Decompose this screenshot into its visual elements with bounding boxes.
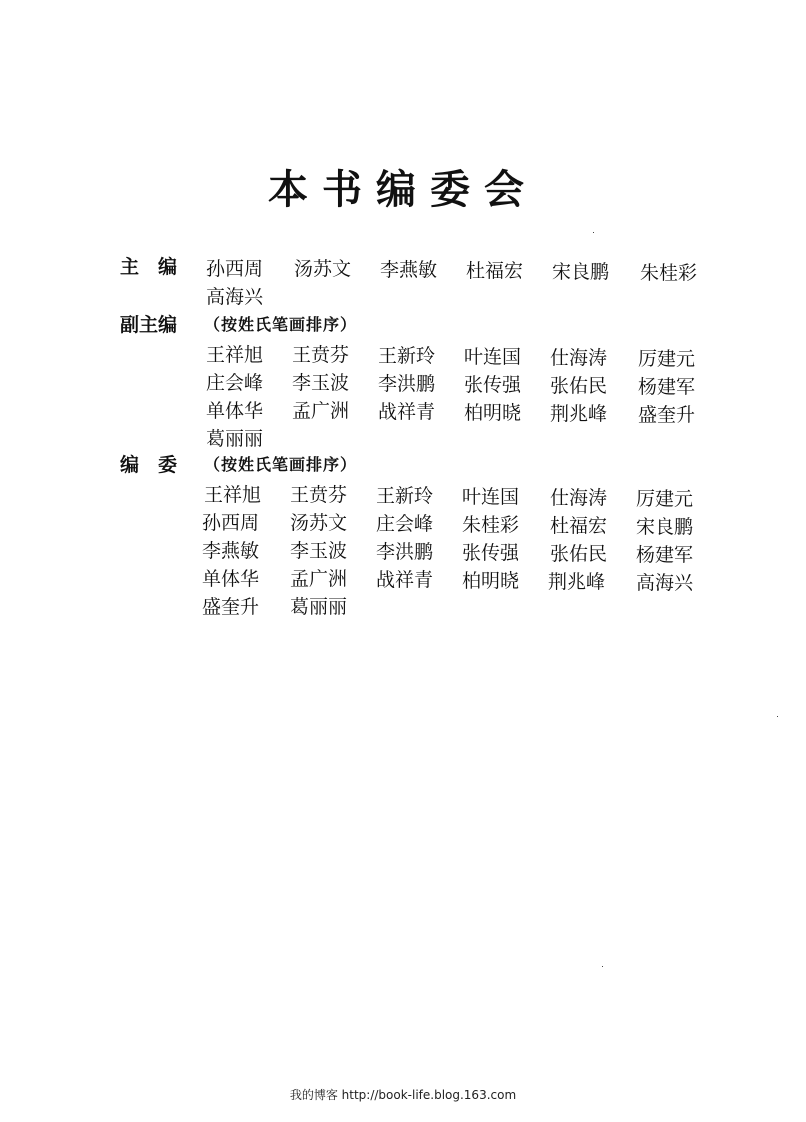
sort-note: （按姓氏笔画排序） <box>204 315 358 334</box>
name: 王新玲 <box>376 485 434 507</box>
name: 孟广洲 <box>290 568 348 590</box>
name: 庄会峰 <box>206 372 264 394</box>
name: 朱桂彩 <box>640 262 698 284</box>
blog-footer: 我的博客 http://book-life.blog.163.com <box>289 1088 517 1102</box>
page-title: 本书编委会 <box>268 166 538 213</box>
name: 杜福宏 <box>550 515 608 537</box>
name: 杨建军 <box>636 544 694 566</box>
scan-speck <box>777 716 778 717</box>
name: 孙西周 <box>202 512 260 534</box>
name: 宋良鹏 <box>552 261 610 283</box>
name: 王新玲 <box>378 345 436 367</box>
name: 李洪鹏 <box>378 373 436 395</box>
name: 张传强 <box>462 542 520 564</box>
name: 仕海涛 <box>550 487 608 509</box>
name: 战祥青 <box>378 401 436 423</box>
name: 仕海涛 <box>550 347 608 369</box>
scan-speck <box>602 966 603 967</box>
name: 庄会峰 <box>376 513 434 535</box>
name: 叶连国 <box>462 486 520 508</box>
name: 孙西周 <box>206 258 264 280</box>
name: 李燕敏 <box>202 540 260 562</box>
deputy-chief-editor-label: 副主编 <box>120 314 178 336</box>
name: 荆兆峰 <box>550 403 608 425</box>
name: 杨建军 <box>638 376 696 398</box>
name: 王贲芬 <box>290 484 348 506</box>
name: 张佑民 <box>550 375 608 397</box>
name: 宋良鹏 <box>636 516 694 538</box>
chief-editor-label: 主 编 <box>120 256 178 278</box>
name: 单体华 <box>206 400 264 422</box>
name: 厉建元 <box>636 488 694 510</box>
sort-note: （按姓氏笔画排序） <box>204 455 358 474</box>
name: 朱桂彩 <box>462 514 520 536</box>
name: 王祥旭 <box>206 344 264 366</box>
name: 张传强 <box>464 374 522 396</box>
name: 李玉波 <box>292 372 350 394</box>
name: 李燕敏 <box>380 259 438 281</box>
name: 张佑民 <box>550 543 608 565</box>
name: 高海兴 <box>206 286 264 308</box>
name: 柏明晓 <box>462 570 520 592</box>
name: 李洪鹏 <box>376 541 434 563</box>
name: 王祥旭 <box>204 484 262 506</box>
name: 荆兆峰 <box>548 571 606 593</box>
committee-label: 编 委 <box>120 454 178 476</box>
name: 叶连国 <box>464 346 522 368</box>
name: 葛丽丽 <box>290 596 348 618</box>
name: 葛丽丽 <box>206 428 264 450</box>
name: 高海兴 <box>636 572 694 594</box>
name: 汤苏文 <box>290 512 348 534</box>
name: 李玉波 <box>290 540 348 562</box>
name: 盛奎升 <box>638 404 696 426</box>
name: 单体华 <box>202 568 260 590</box>
scan-speck <box>593 232 594 233</box>
name: 王贲芬 <box>292 344 350 366</box>
name: 汤苏文 <box>294 258 352 280</box>
name: 厉建元 <box>638 348 696 370</box>
name: 战祥青 <box>376 569 434 591</box>
name: 柏明晓 <box>464 402 522 424</box>
name: 杜福宏 <box>466 260 524 282</box>
name: 孟广洲 <box>292 400 350 422</box>
name: 盛奎升 <box>202 596 260 618</box>
